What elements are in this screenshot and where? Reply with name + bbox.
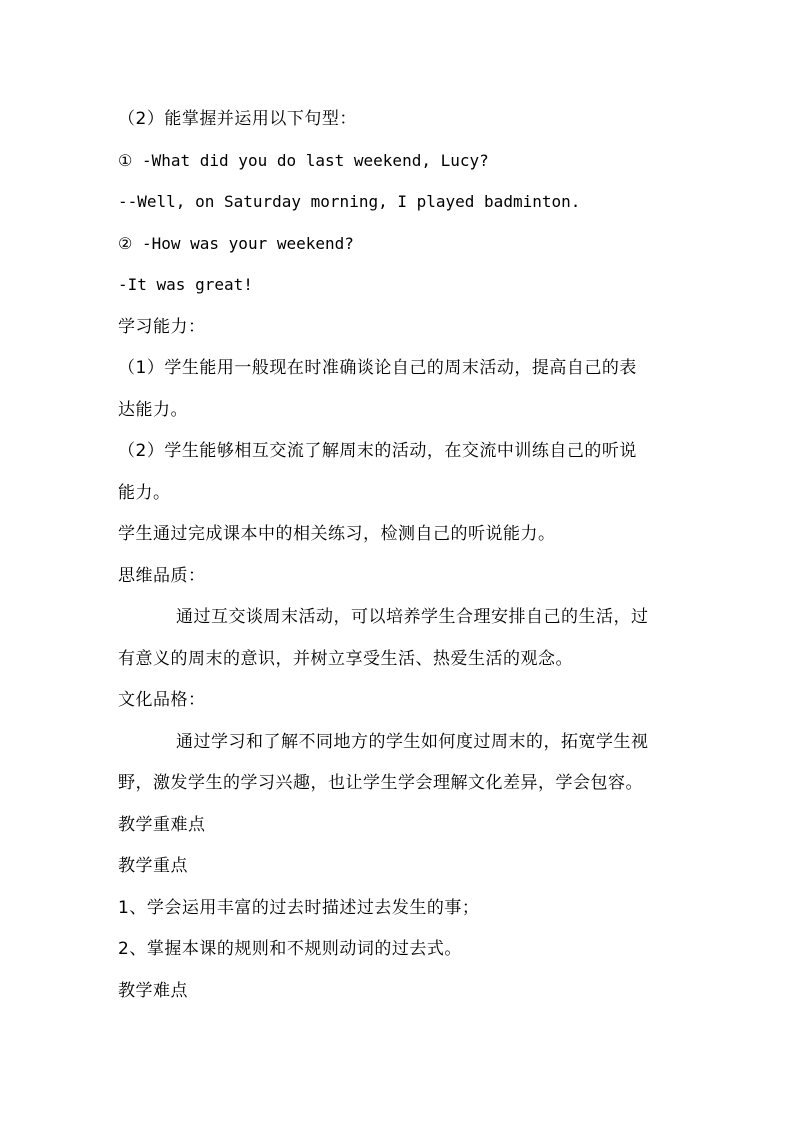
dialog-answer-2: -It was great! [118,275,253,294]
key-point-item-1: 1、学会运用丰富的过去时描述过去发生的事； [118,898,480,918]
difficult-points-heading: 教学难点 [118,981,188,1001]
cultural-character-heading: 文化品格： [118,690,206,710]
sentence-patterns-heading: （2）能掌握并运用以下句型： [118,109,357,129]
dialog-question-1: ① -What did you do last weekend, Lucy? [118,151,489,170]
thinking-quality-paragraph-line-2: 有意义的周末的意识，并树立享受生活、热爱生活的观念。 [118,649,573,669]
dialog-question-2: ② -How was your weekend? [118,234,354,253]
cultural-character-paragraph-line-2: 野，激发学生的学习兴趣，也让学生学会理解文化差异，学会包容。 [118,773,643,793]
cultural-character-paragraph-line-1: 通过学习和了解不同地方的学生如何度过周末的，拓宽学生视 [176,732,649,752]
key-difficult-points-heading: 教学重难点 [118,815,206,835]
learning-ability-item-2-line-1: （2）学生能够相互交流了解周末的活动，在交流中训练自己的听说 [118,441,637,461]
learning-ability-summary: 学生通过完成课本中的相关练习，检测自己的听说能力。 [118,524,556,544]
thinking-quality-heading: 思维品质： [118,566,206,586]
thinking-quality-paragraph-line-1: 通过互交谈周末活动，可以培养学生合理安排自己的生活，过 [176,607,649,627]
key-points-heading: 教学重点 [118,856,188,876]
learning-ability-heading: 学习能力： [118,317,206,337]
learning-ability-item-2-line-2: 能力。 [118,483,171,503]
dialog-answer-1: --Well, on Saturday morning, I played badminton. [118,192,581,211]
learning-ability-item-1-line-1: （1）学生能用一般现在时准确谈论自己的周末活动，提高自己的表 [118,358,637,378]
learning-ability-item-1-line-2: 达能力。 [118,400,188,420]
key-point-item-2: 2、掌握本课的规则和不规则动词的过去式。 [118,939,462,959]
